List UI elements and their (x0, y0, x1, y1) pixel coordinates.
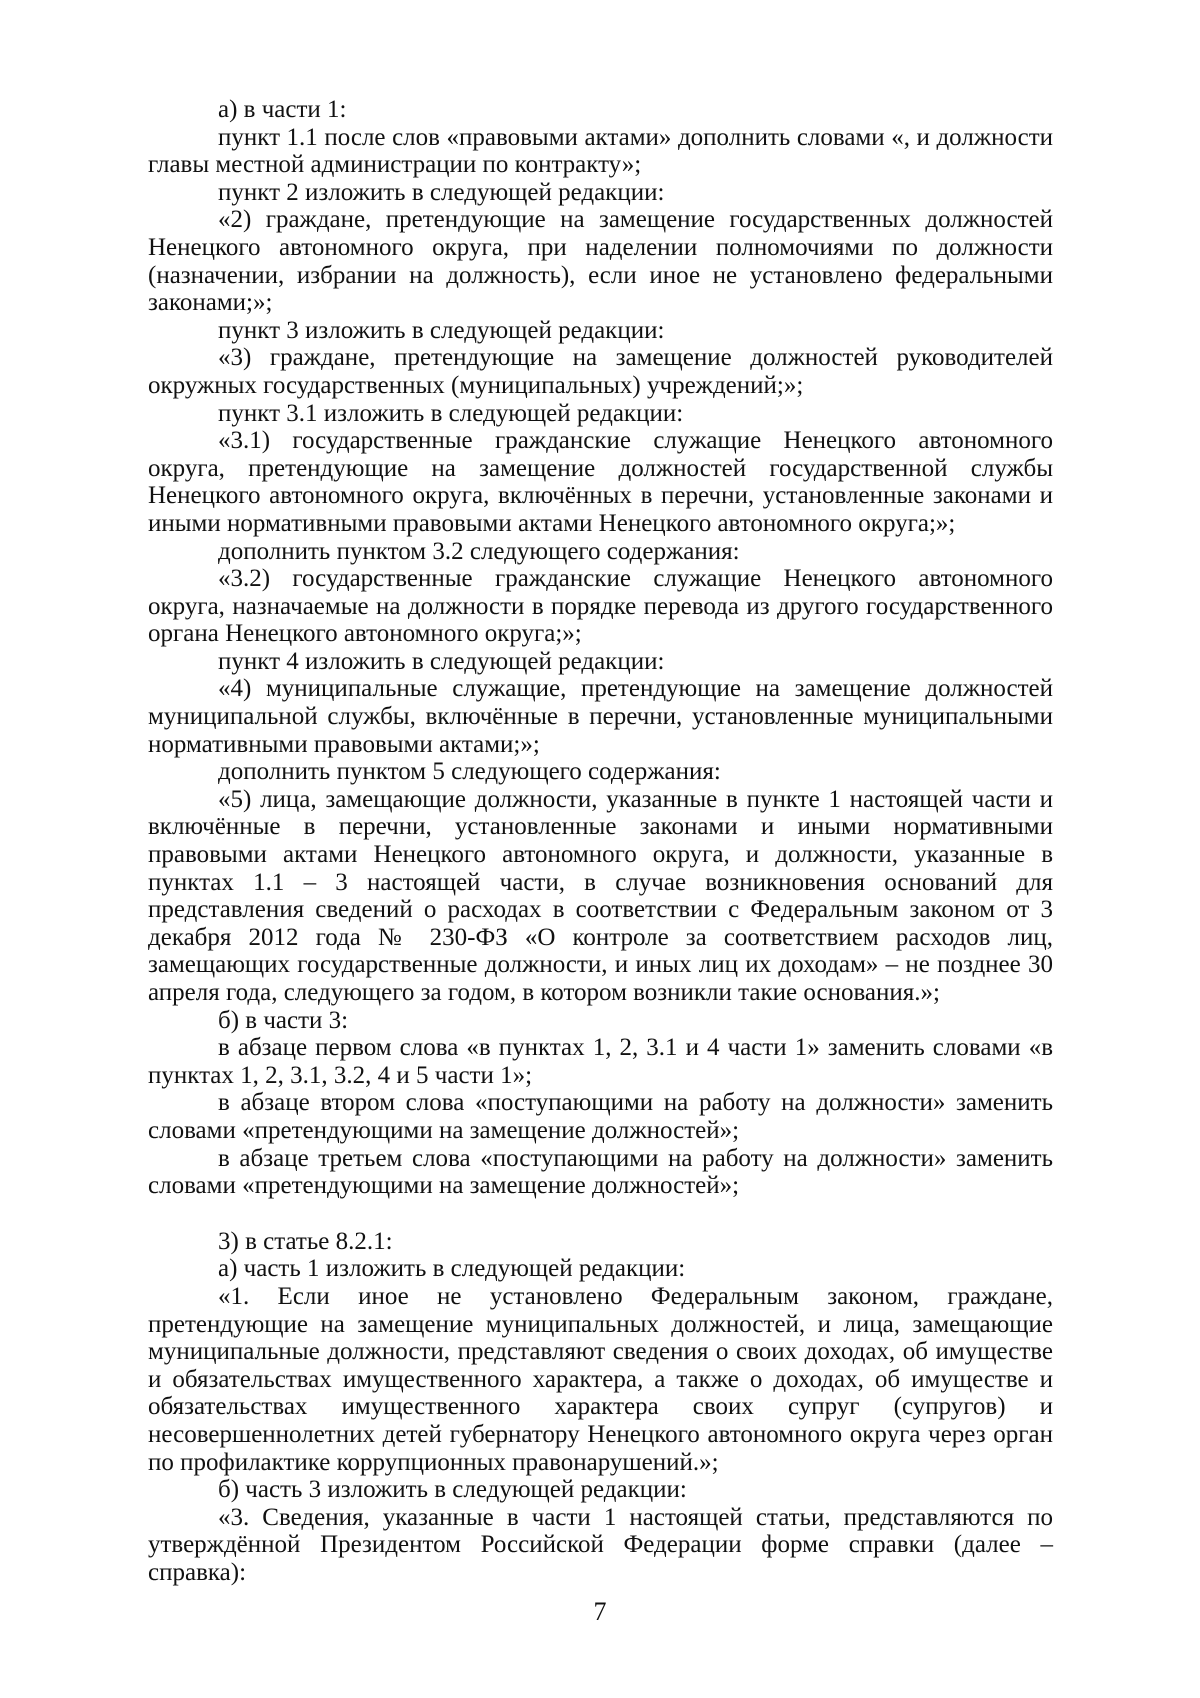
paragraph-part-1-intro: а) часть 1 изложить в следующей редакции: (218, 1255, 686, 1283)
paragraph-item-5-text: «5) лица, замещающие должности, указанные в пункте 1 настоящей части и включённые в перечни, установленные законами и иными нормативными правовыми актами Ненецкого автономного округа, и должности, указанные в пунктах 1.1 – 3 настоящей части, в случае возникновения оснований для представления сведений о расходах в соответствии с Федеральным законом от 3 декабря 2012 года № 230-ФЗ «О контроле за соответствием расходов лиц, замещающих государственные должности, и иных лиц их доходам» – не позднее 30 апреля года, следующего за годом, в котором возникли такие основания.»; (148, 785, 1053, 1006)
paragraph-item-4-intro: пункт 4 изложить в следующей редакции: (218, 647, 665, 675)
paragraph-item-3-2-text: «3.2) государственные гражданские служащие Ненецкого автономного округа, назначаемые на должности в порядке перевода из другого государственного органа Ненецкого автономного округа;»; (148, 565, 1053, 648)
paragraph-second-clause: в абзаце втором слова «поступающими на работу на должности» заменить словами «претендующими на замещение должностей»; (148, 1089, 1053, 1144)
paragraph-item-1-1: пункт 1.1 после слов «правовыми актами» дополнить словами «, и должности главы местной администрации по контракту»; (148, 123, 1053, 179)
page-number: 7 (593, 1597, 607, 1626)
section-spacer (148, 1200, 1053, 1228)
paragraph-part-b-heading: б) в части 3: (218, 1006, 349, 1034)
paragraph-item-2-text: «2) граждане, претендующие на замещение государственных должностей Ненецкого автономного округа, при наделении полномочиями по должности (назначении, избрании на должность), если иное не установлено федеральными законами;»; (148, 206, 1053, 317)
document-body (148, 96, 1053, 1586)
paragraph-item-2-intro: пункт 2 изложить в следующей редакции: (218, 178, 665, 206)
paragraph-third-clause: в абзаце третьем слова «поступающими на работу на должности» заменить словами «претендующими на замещение должностей»; (148, 1144, 1053, 1200)
paragraph-item-3-1-intro: пункт 3.1 изложить в следующей редакции: (218, 399, 684, 427)
paragraph-item-3-text: «3) граждане, претендующие на замещение должностей руководителей окружных государственных (муниципальных) учреждений;»; (148, 344, 1053, 399)
paragraph-part-3-text: «3. Сведения, указанные в части 1 настоящей статьи, представляются по утверждённой Президентом Российской Федерации форме справки (далее – справка): (148, 1503, 1053, 1586)
paragraph-first-clause: в абзаце первом слова «в пунктах 1, 2, 3.1 и 4 части 1» заменить словами «в пунктах 1, 2, 3.1, 3.2, 4 и 5 части 1»; (148, 1034, 1053, 1089)
paragraph-article-heading: 3) в статье 8.2.1: (218, 1227, 393, 1255)
paragraph-item-3-intro: пункт 3 изложить в следующей редакции: (218, 316, 665, 344)
paragraph-item-4-text: «4) муниципальные служащие, претендующие на замещение должностей муниципальной службы, включённые в перечни, установленные муниципальными нормативными правовыми актами;»; (148, 675, 1053, 758)
paragraph-part-3-intro: б) часть 3 изложить в следующей редакции: (218, 1476, 687, 1504)
paragraph-group-1 (148, 96, 1053, 1200)
paragraph-group-2 (148, 1228, 1053, 1587)
paragraph-part-a-heading: а) в части 1: (218, 96, 347, 123)
paragraph-item-3-1-text: «3.1) государственные гражданские служащие Ненецкого автономного округа, претендующие на замещение должностей государственной службы Ненецкого автономного округа, включённых в перечни, установленные законами и иными нормативными правовыми актами Ненецкого автономного округа;»; (148, 427, 1053, 537)
paragraph-item-5-intro: дополнить пунктом 5 следующего содержания: (218, 758, 721, 786)
paragraph-part-1-text: «1. Если иное не установлено Федеральным законом, граждане, претендующие на замещение муниципальных должностей, и лица, замещающие муниципальные должности, представляют сведения о своих доходах, об имуществе и обязательствах имущественного характера, а также о доходах, об имуществе и обязательствах имущественного характера своих супруг (супругов) и несовершеннолетних детей губернатору Ненецкого автономного округа через орган по профилактике коррупционных правонарушений.»; (148, 1282, 1053, 1476)
paragraph-item-3-2-intro: дополнить пунктом 3.2 следующего содержания: (218, 537, 740, 565)
